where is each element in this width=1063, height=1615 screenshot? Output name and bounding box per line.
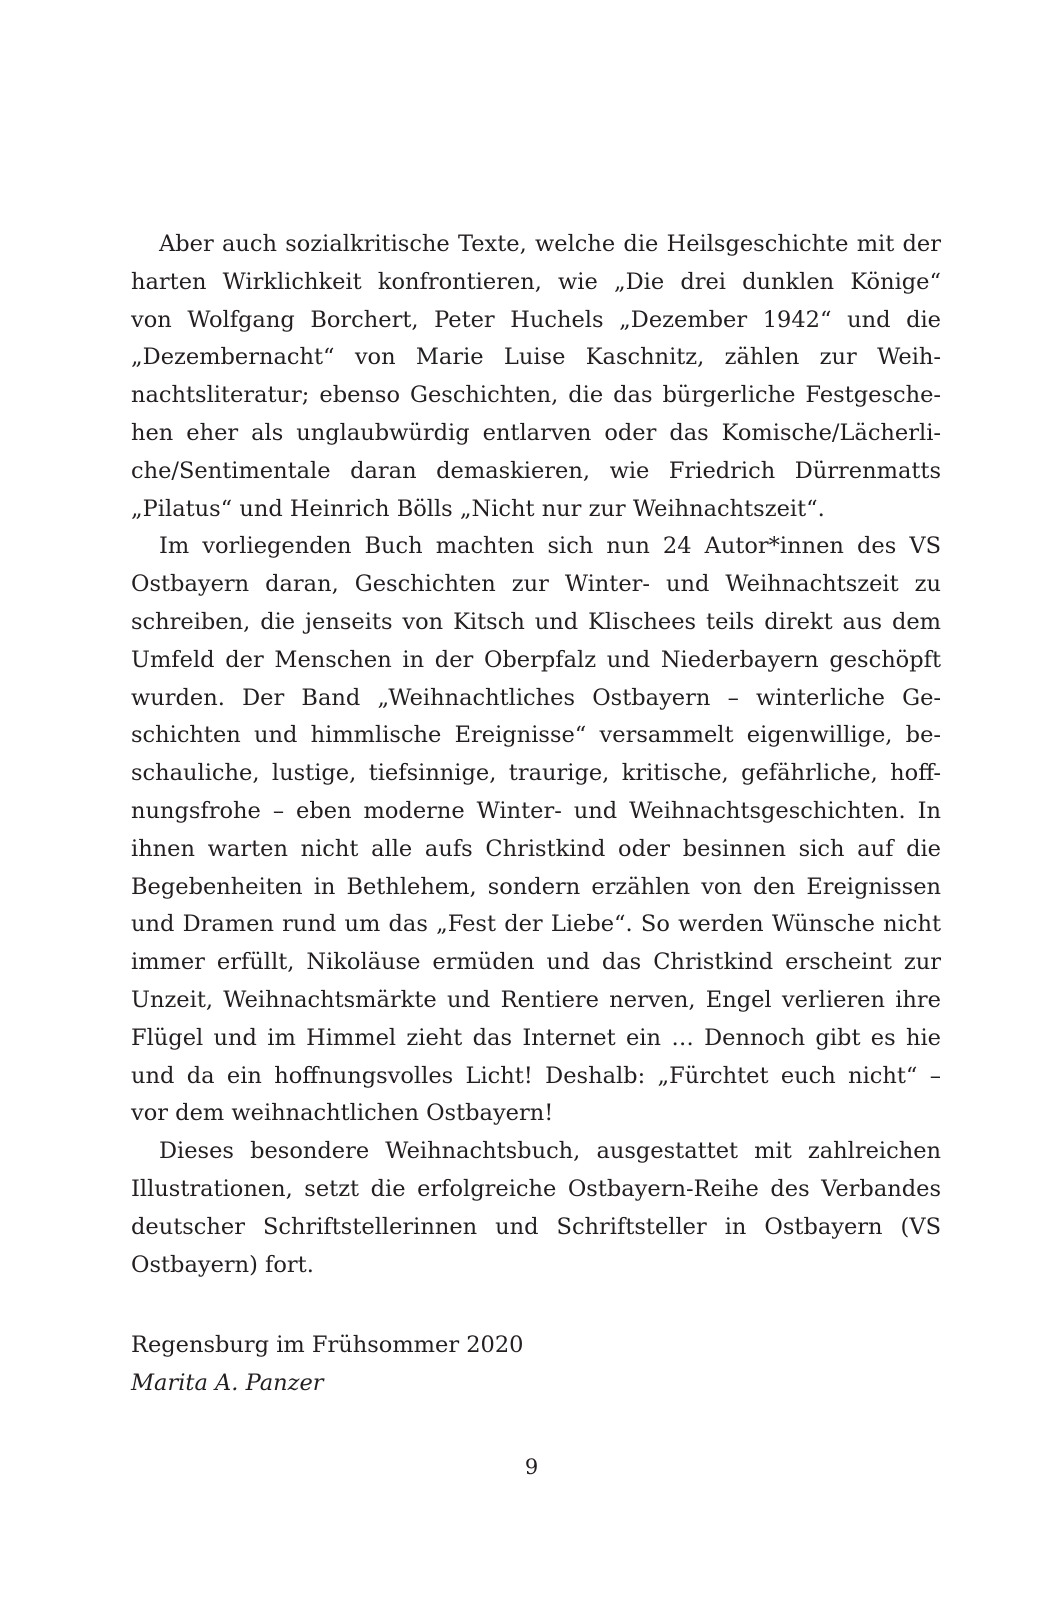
text-line: Dieses besondere Weihnachtsbuch, ausgestattet mit zahlreichen [159,1138,941,1165]
text-line: schreiben, die jenseits von Kitsch und Klischees teils direkt aus dem [131,608,941,635]
text-line: nungsfrohe – eben moderne Winter- und Weihnachtsgeschichten. In [131,797,941,824]
text-line: und Dramen rund um das „Fest der Liebe“. So werden Wünsche nicht [131,911,941,938]
text-line: und da ein hoffnungsvolles Licht! Deshalb: „Fürchtet euch nicht“ – [131,1062,941,1089]
place-date: Regensburg im Frühsommer 2020 [131,1332,524,1358]
text-line: nachtsliteratur; ebenso Geschichten, die das bürgerliche Festgesche- [131,382,941,409]
text-line: Im vorliegenden Buch machten sich nun 24 Autor*innen des VS [159,533,941,560]
text-line: immer erfüllt, Nikoläuse ermüden und das Christkind erscheint zur [131,949,941,976]
text-line: „Dezembernacht“ von Marie Luise Kaschnitz, zählen zur Weih- [131,344,941,371]
text-line: ihnen warten nicht alle aufs Christkind oder besinnen sich auf die [131,835,941,862]
text-line: hen eher als unglaubwürdig entlarven oder das Komische/Lächerli- [131,419,941,446]
text-line: Flügel und im Himmel zieht das Internet ein … Dennoch gibt es hie [131,1024,941,1051]
text-line: schichten und himmlische Ereignisse“ versammelt eigenwillige, be- [131,722,941,749]
paragraph [131,1133,941,1284]
signoff [131,1327,524,1403]
text-line: von Wolfgang Borchert, Peter Huchels „Dezember 1942“ und die [131,306,941,333]
page-number: 9 [524,1455,539,1479]
text-line: schauliche, lustige, tiefsinnige, traurige, kritische, gefährliche, hoff- [131,760,941,787]
text-line: Illustrationen, setzt die erfolgreiche Ostbayern-Reihe des Verbandes [131,1175,941,1202]
paragraph [131,528,941,1133]
text-line: vor dem weihnachtlichen Ostbayern! [131,1100,554,1127]
text-line: Umfeld der Menschen in der Oberpfalz und Niederbayern geschöpft [131,646,941,673]
text-line: harten Wirklichkeit konfrontieren, wie „Die drei dunklen Könige“ [131,268,941,295]
text-line: deutscher Schriftstellerinnen und Schriftsteller in Ostbayern (VS [131,1213,941,1240]
text-line: Ostbayern daran, Geschichten zur Winter- und Weihnachtszeit zu [131,571,941,598]
text-line: „Pilatus“ und Heinrich Bölls „Nicht nur zur Weihnachtszeit“. [131,495,825,522]
paragraph [131,226,941,528]
text-line: wurden. Der Band „Weihnachtliches Ostbayern – winterliche Ge- [131,684,941,711]
text-line: Ostbayern) fort. [131,1251,314,1278]
body-text [131,226,941,1284]
text-line: Begebenheiten in Bethlehem, sondern erzählen von den Ereignissen [131,873,941,900]
text-line: Unzeit, Weihnachtsmärkte und Rentiere nerven, Engel verlieren ihre [131,986,941,1013]
text-line: Aber auch sozialkritische Texte, welche die Heilsgeschichte mit der [159,231,941,257]
text-line: che/Sentimentale daran demaskieren, wie Friedrich Dürrenmatts [131,457,941,484]
author-signature: Marita A. Panzer [131,1369,324,1396]
